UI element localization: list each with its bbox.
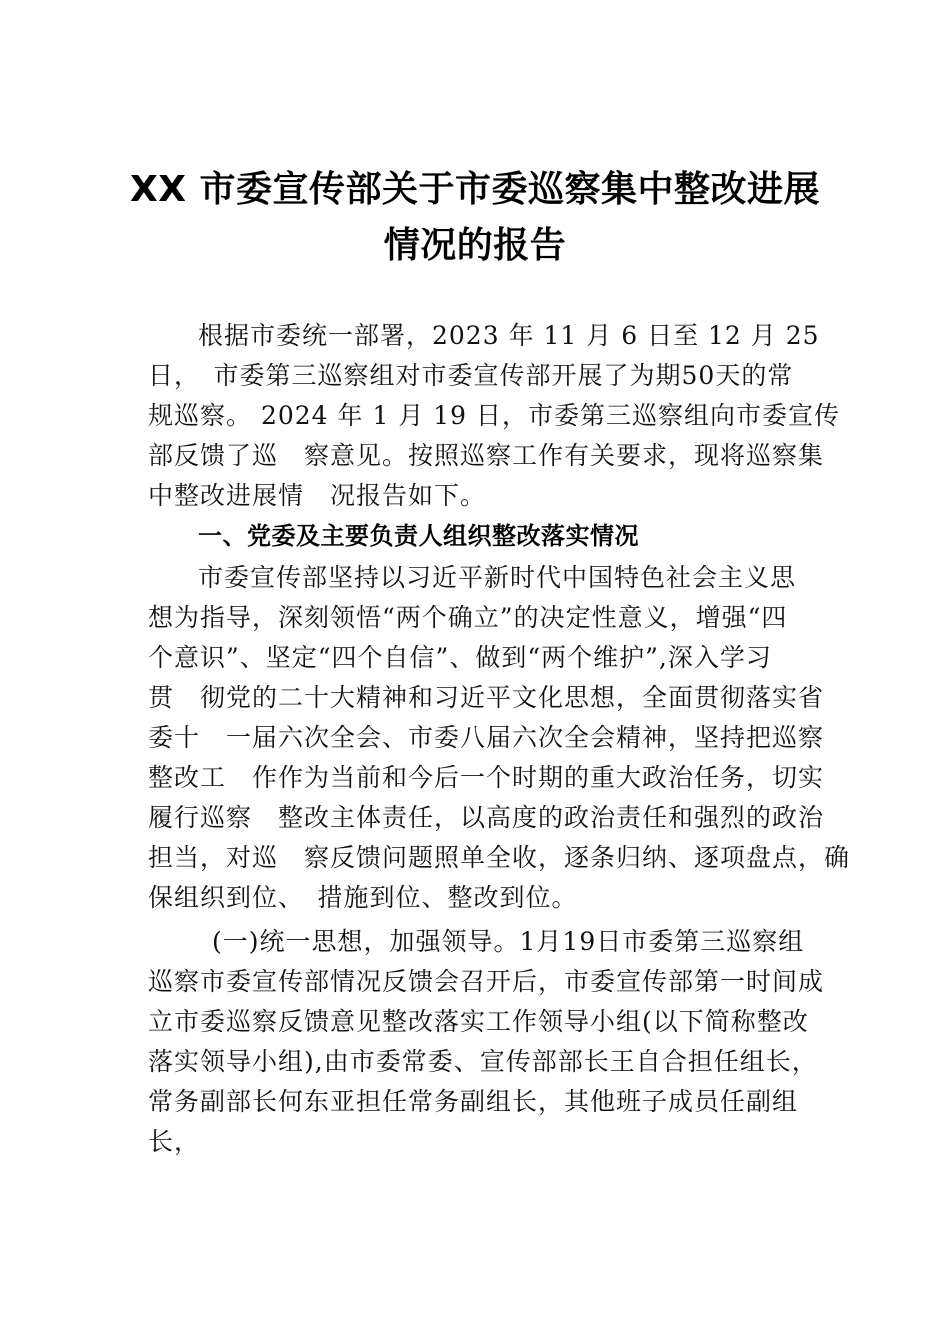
- paragraph-2-line: 想为指导，深刻领悟“两个确立”的决定性意义，增强“四: [148, 603, 788, 632]
- paragraph-1-line: 中整改进展情 况报告如下。: [148, 481, 487, 510]
- paragraph-3-line: 落实领导小组),由市委常委、宣传部部长王自合担任组长，: [148, 1047, 818, 1076]
- document-title-line-2: 情况的报告: [383, 225, 567, 266]
- paragraph-3-line: 立市委巡察反馈意见整改落实工作领导小组(以下简称整改: [148, 1007, 809, 1036]
- paragraph-1-line: 日， 市委第三巡察组对市委宣传部开展了为期50天的常: [148, 361, 794, 390]
- paragraph-2-line: 市委宣传部坚持以习近平新时代中国特色社会主义思: [198, 563, 797, 592]
- paragraph-3-line: 常务副部长何东亚担任常务副组长，其他班子成员任副组: [148, 1087, 799, 1116]
- paragraph-1-line: 部反馈了巡 察意见。按照巡察工作有关要求，现将巡察集: [148, 441, 825, 470]
- paragraph-3-line: (一)统一思想，加强领导。1月19日市委第三巡察组: [212, 927, 805, 956]
- paragraph-1-line: 根据市委统一部署，2023 年 11 月 6 日至 12 月 25: [198, 321, 820, 350]
- paragraph-2-line: 委十 一届六次全会、市委八届六次全会精神，坚持把巡察: [148, 723, 825, 752]
- paragraph-1-line: 规巡察。 2024 年 1 月 19 日，市委第三巡察组向市委宣传: [148, 401, 841, 430]
- paragraph-2-line: 保组织到位、 措施到位、整改到位。: [148, 883, 578, 912]
- document-title-line-1: XX 市委宣传部关于市委巡察集中整改进展: [130, 169, 821, 210]
- paragraph-3-line: 巡察市委宣传部情况反馈会召开后，市委宣传部第一时间成: [148, 967, 825, 996]
- paragraph-3-line: 长，: [148, 1127, 201, 1156]
- section-1-heading: 一、党委及主要负责人组织整改落实情况: [198, 522, 639, 550]
- paragraph-2-line: 个意识”、坚定“四个自信”、做到“两个维护”,深入学习: [148, 643, 772, 672]
- paragraph-2-line: 贯 彻党的二十大精神和习近平文化思想，全面贯彻落实省: [148, 683, 825, 712]
- paragraph-2-line: 履行巡察 整改主体责任，以高度的政治责任和强烈的政治: [148, 803, 825, 832]
- paragraph-2-line: 整改工 作作为当前和今后一个时期的重大政治任务，切实: [148, 763, 825, 792]
- paragraph-2-line: 担当，对巡 察反馈问题照单全收，逐条归纳、逐项盘点，确: [148, 843, 851, 872]
